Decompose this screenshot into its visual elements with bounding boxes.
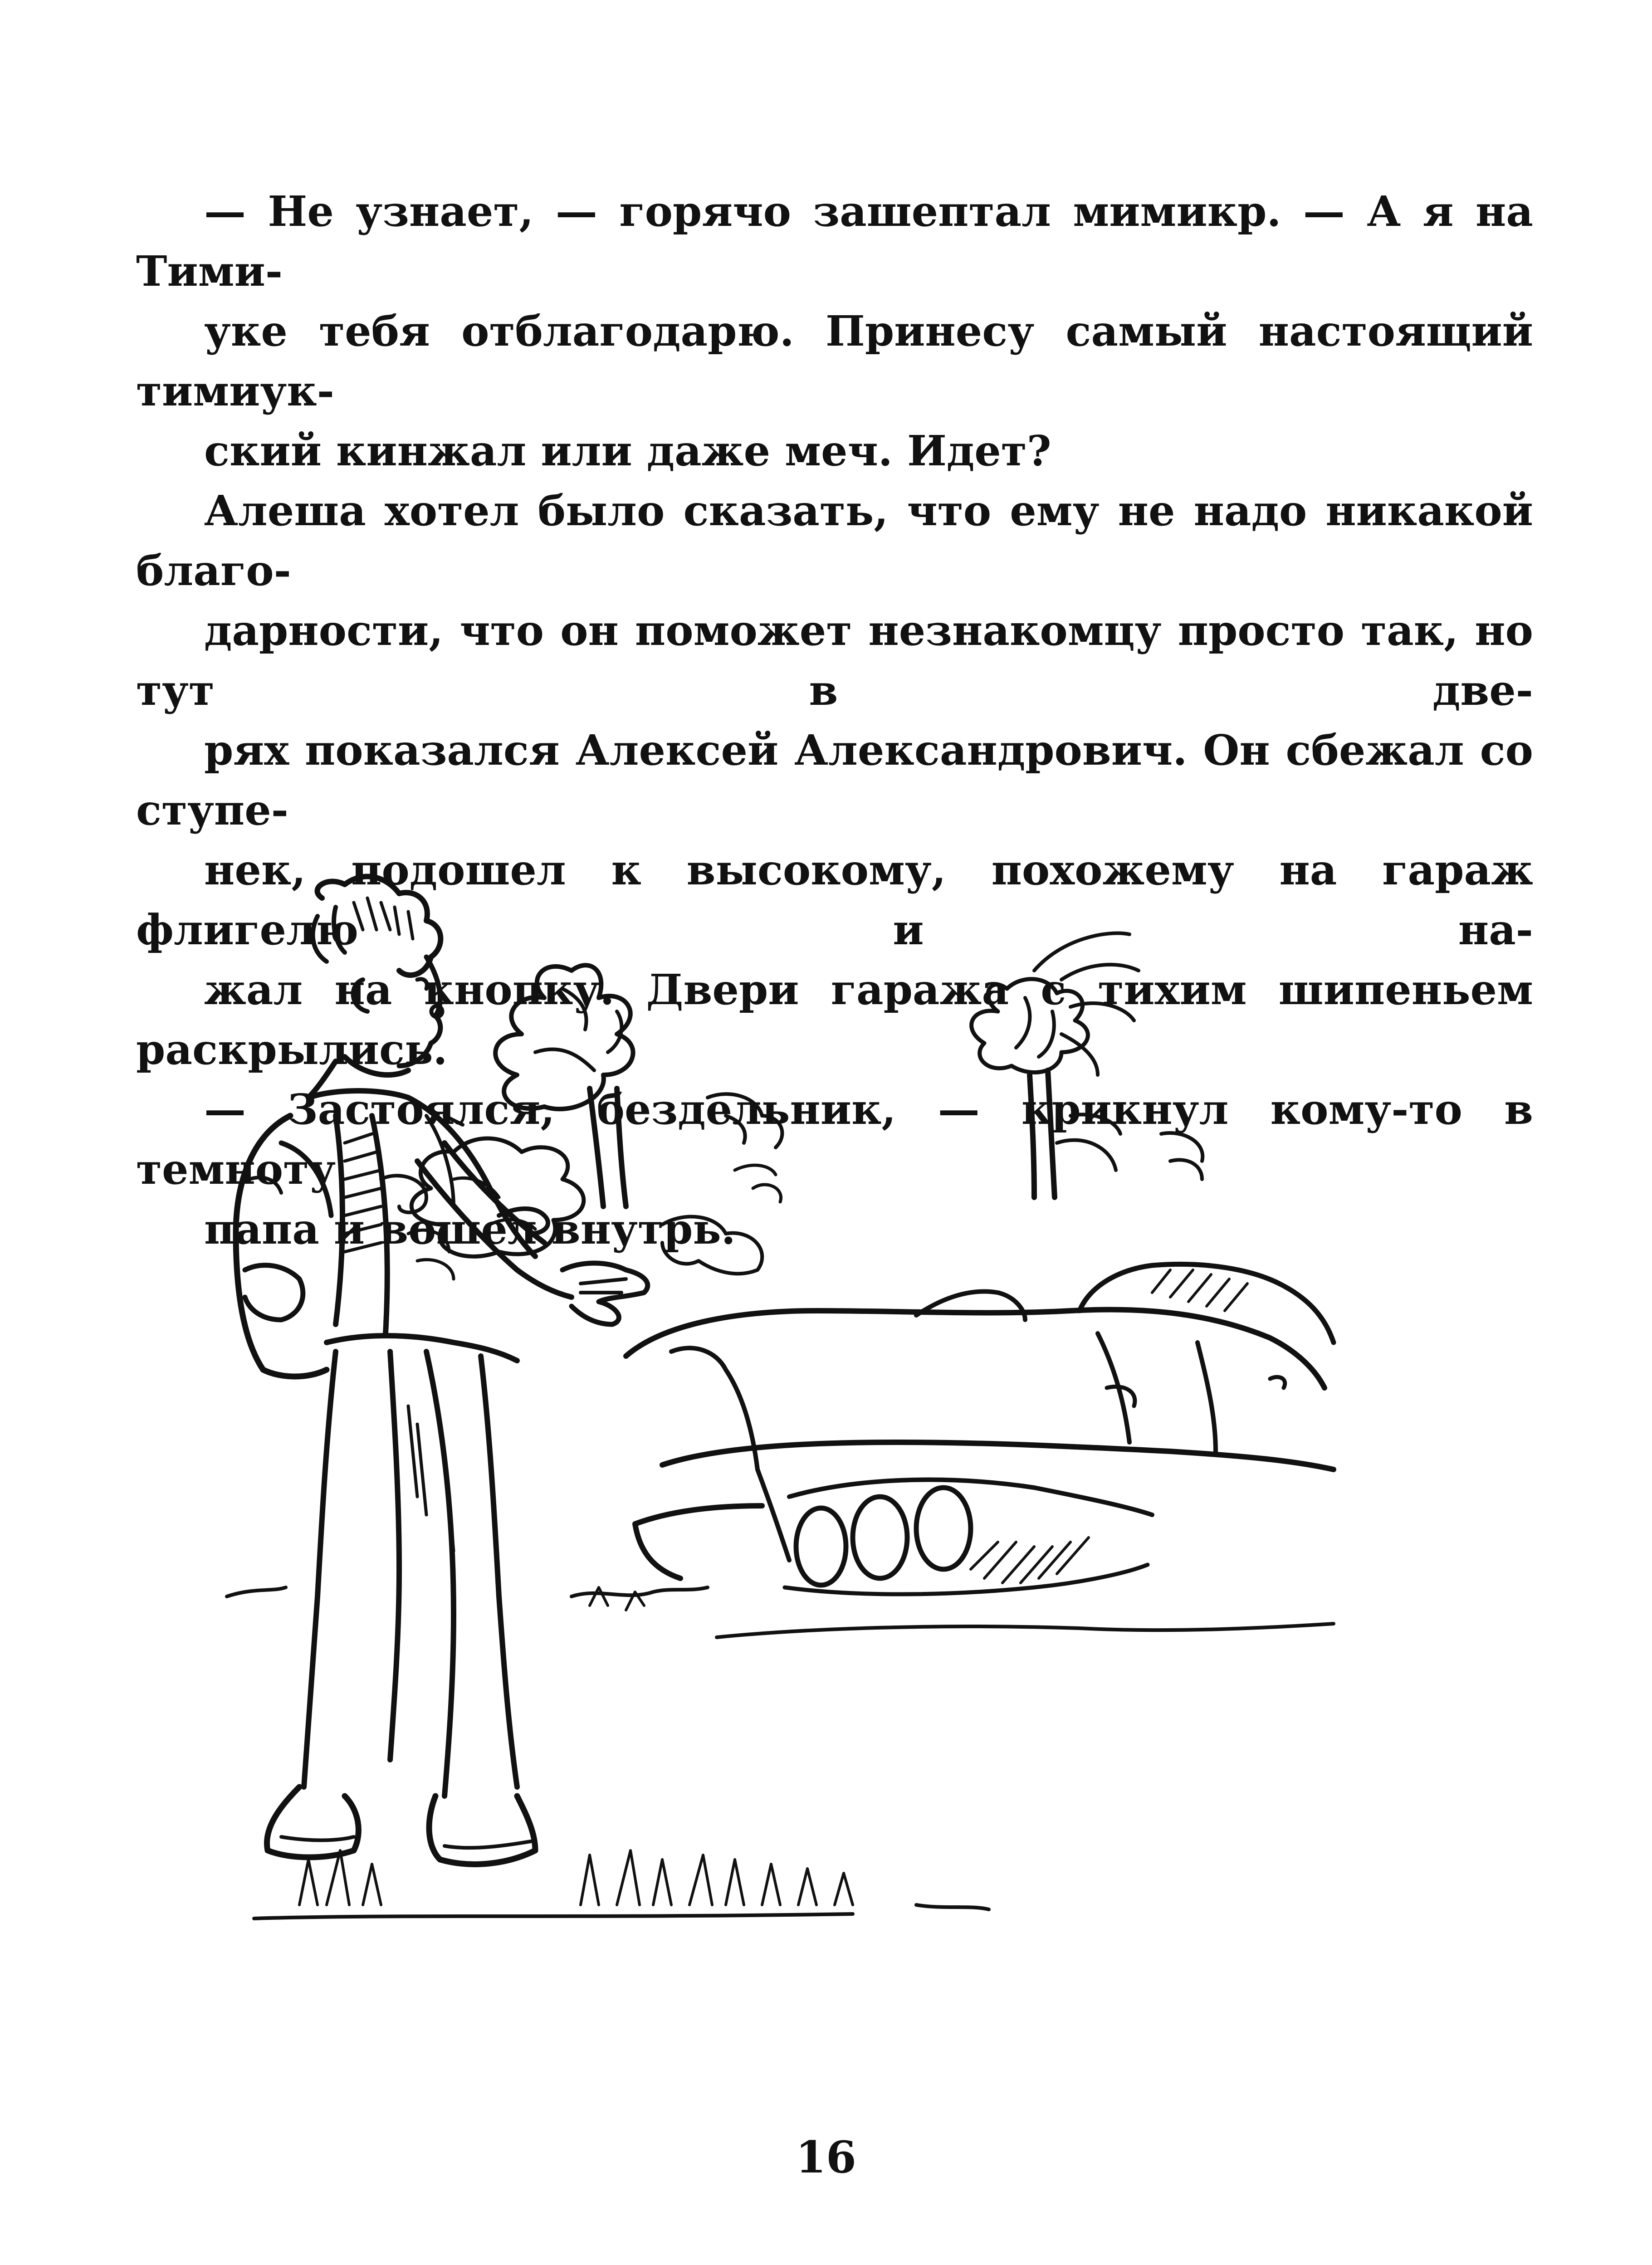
text-line: ский кинжал или даже меч. Идет? [204, 426, 1051, 475]
page-number: 16 [796, 2132, 856, 2183]
ink-illustration [172, 862, 1488, 1959]
text-line: нек, подошел к высокому, похожему на гараж флигелю и на- [136, 845, 1533, 954]
text-line: — Не узнает, — горячо зашептал мимикр. — А я на Тими- [136, 187, 1533, 296]
text-line: уке тебя отблагодарю. Принесу самый настоящий тимиук- [136, 307, 1533, 415]
text-line: — Застоялся, бездельник, — крикнул кому-то в темноту [136, 1085, 1533, 1194]
tree-left [411, 965, 782, 1274]
text-line: жал на кнопку. Двери гаража с тихим шипеньем раскрылись. [136, 965, 1533, 1074]
text-line: дарности, что он поможет незнакомцу просто так, но тут в две- [136, 606, 1533, 715]
paragraph-1 [136, 181, 1533, 481]
text-line: Алеша хотел было сказать, что ему не надо никакой благо- [136, 486, 1533, 595]
text-line: рях показался Алексей Александрович. Он сбежал со ступе- [136, 726, 1533, 835]
text-line: папа и вошел внутрь. [204, 1205, 736, 1254]
tree-right [972, 933, 1203, 1197]
car [626, 1264, 1334, 1594]
